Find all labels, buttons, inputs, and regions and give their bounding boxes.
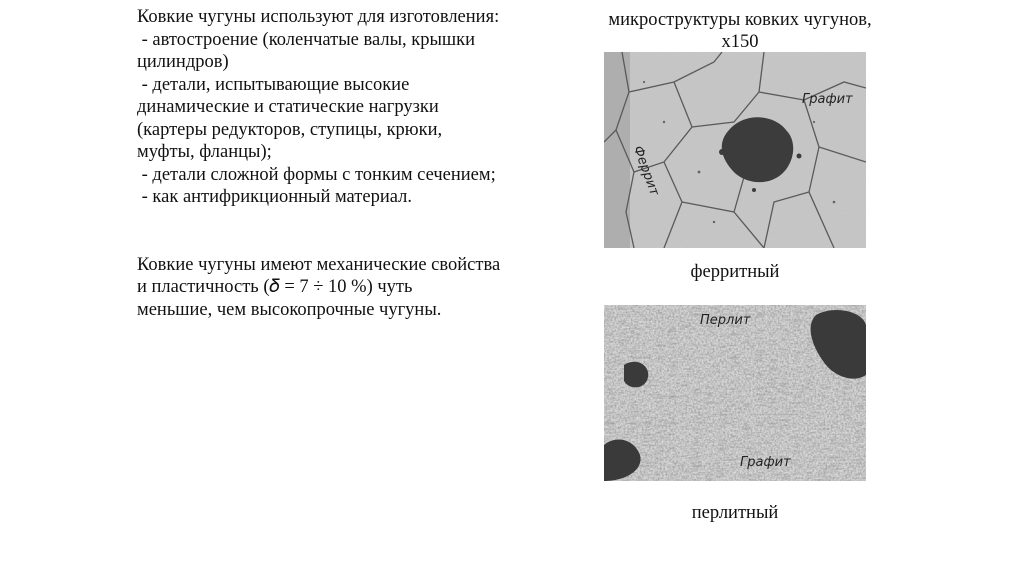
uses-line: муфты, фланцы); [137,142,272,162]
uses-line: динамические и статические нагрузки [137,97,439,117]
pearlitic-caption: перлитный [691,503,779,523]
ferrite-label: Феррит [629,144,662,198]
graphite-label: Графит [740,455,791,470]
props-line: и пластичность (𝛿 = 7 ÷ 10 %) чуть [137,277,413,297]
pearlite-label: Перлит [700,313,751,328]
graphite-label: Графит [802,92,853,107]
title-line: микроструктуры ковких чугунов, [608,10,872,30]
uses-line: - детали, испытывающие высокие [137,74,410,95]
uses-line: - как антифрикционный материал. [137,187,412,207]
properties-paragraph [137,254,577,322]
left-text-block [137,6,577,321]
uses-paragraph [137,6,577,209]
props-line: Ковкие чугуны имеют механические свойства [137,254,501,275]
microstructure-title [560,9,920,53]
ferritic-micrograph [604,52,866,248]
uses-line: Ковкие чугуны используют для изготовления: [137,7,500,27]
uses-line: - детали сложной формы с тонким сечением; [137,164,496,185]
pearlitic-micrograph [604,305,866,481]
uses-line: (картеры редукторов, ступицы, крюки, [137,119,443,140]
props-line: меньшие, чем высокопрочные чугуны. [137,299,442,320]
uses-line: - автостроение (коленчатые валы, крышки [137,29,476,50]
ferritic-caption: ферритный [690,262,780,282]
magnification-label: x150 [721,32,759,52]
uses-line: цилиндров) [137,52,229,72]
